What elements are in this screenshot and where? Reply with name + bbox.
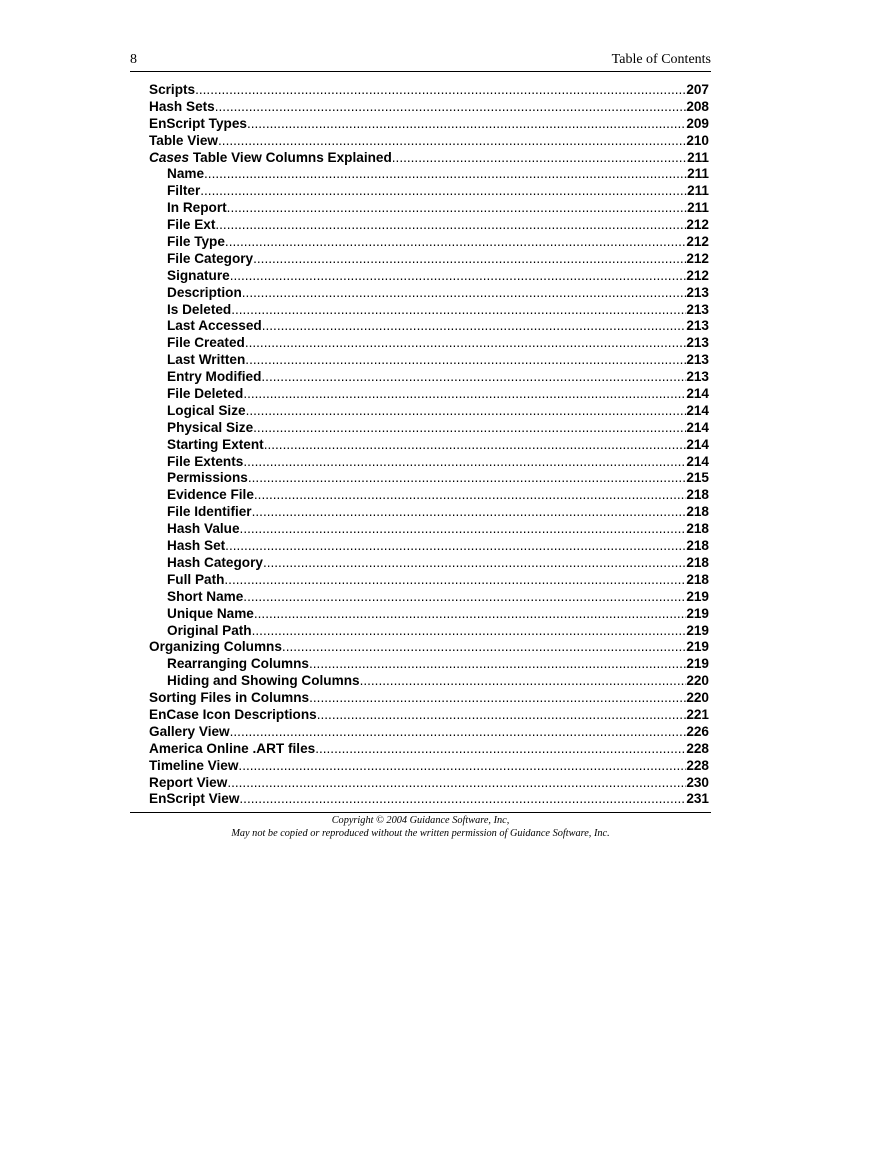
- toc-entry[interactable]: [149, 335, 709, 352]
- toc-entry[interactable]: [149, 487, 709, 504]
- dot-leader: [254, 606, 686, 623]
- dot-leader: [243, 386, 686, 403]
- toc-entry-page: 213: [686, 369, 709, 385]
- toc-entry[interactable]: [149, 437, 709, 454]
- toc-entry[interactable]: [149, 606, 709, 623]
- toc-entry[interactable]: [149, 673, 709, 690]
- toc-entry-page: 213: [686, 335, 709, 351]
- toc-entry[interactable]: [149, 251, 709, 268]
- toc-entry[interactable]: [149, 369, 709, 386]
- dot-leader: [204, 166, 687, 183]
- toc-entry[interactable]: [149, 775, 709, 792]
- dot-leader: [252, 623, 687, 640]
- toc-entry-label: Table View: [149, 132, 219, 148]
- toc-entry-label: America Online .ART files: [149, 740, 316, 756]
- toc-entry[interactable]: [149, 623, 709, 640]
- toc-entry[interactable]: [149, 572, 709, 589]
- toc-entry-label: In Report: [167, 200, 227, 216]
- toc-entry[interactable]: [149, 589, 709, 606]
- toc-entry-label: Organizing Columns: [149, 639, 282, 655]
- toc-entry-label: Name: [167, 166, 205, 182]
- toc-entry[interactable]: [149, 403, 709, 420]
- toc-entry[interactable]: [149, 741, 709, 758]
- toc-entry-label: Hash Category: [167, 554, 263, 570]
- toc-entry-page: 218: [686, 521, 709, 537]
- toc-entry[interactable]: [149, 504, 709, 521]
- dot-leader: [253, 251, 686, 268]
- dot-leader: [230, 724, 687, 741]
- dot-leader: [243, 589, 686, 606]
- dot-leader: [264, 437, 687, 454]
- toc-entry[interactable]: [149, 352, 709, 369]
- toc-entry[interactable]: [149, 133, 709, 150]
- dot-leader: [252, 504, 687, 521]
- toc-entry-label: Hash Set: [167, 538, 226, 554]
- toc-entry[interactable]: [149, 521, 709, 538]
- toc-entry[interactable]: [149, 200, 709, 217]
- dot-leader: [239, 791, 686, 808]
- dot-leader: [240, 521, 687, 538]
- page-footer: [130, 814, 711, 840]
- toc-entry[interactable]: [149, 318, 709, 335]
- toc-entry-page: 219: [686, 639, 709, 655]
- toc-entry[interactable]: [149, 386, 709, 403]
- toc-entry-label: Unique Name: [167, 605, 254, 621]
- toc-entry-page: 213: [686, 352, 709, 368]
- toc-entry[interactable]: [149, 234, 709, 251]
- section-title: Table of Contents: [611, 52, 711, 67]
- dot-leader: [247, 116, 686, 133]
- toc-entry-page: 218: [686, 571, 709, 587]
- toc-entry-label: Hiding and Showing Columns: [167, 673, 360, 689]
- toc-entry-label: Rearranging Columns: [167, 656, 309, 672]
- dot-leader: [309, 690, 686, 707]
- toc-entry-page: 210: [686, 132, 709, 148]
- table-of-contents: [149, 82, 709, 808]
- toc-entry-page: 214: [686, 419, 709, 435]
- toc-entry-label: File Deleted: [167, 386, 244, 402]
- dot-leader: [246, 403, 687, 420]
- toc-entry-page: 220: [686, 673, 709, 689]
- toc-entry-page: 228: [686, 740, 709, 756]
- toc-entry[interactable]: [149, 302, 709, 319]
- toc-entry-label: File Ext: [167, 217, 216, 233]
- page-header: [130, 52, 711, 72]
- toc-entry-label: EnCase Icon Descriptions: [149, 706, 317, 722]
- toc-entry-label: Sorting Files in Columns: [149, 690, 310, 706]
- toc-entry-page: 219: [686, 656, 709, 672]
- toc-entry-label: Starting Extent: [167, 436, 264, 452]
- dot-leader: [243, 454, 686, 471]
- toc-entry[interactable]: [149, 454, 709, 471]
- toc-entry-page: 207: [686, 82, 709, 97]
- dot-leader: [253, 420, 686, 437]
- toc-entry-label-text: Table View Columns Explained: [189, 149, 392, 165]
- toc-entry-page: 218: [686, 504, 709, 520]
- toc-entry-page: 230: [686, 774, 709, 790]
- toc-entry-label: Is Deleted: [167, 301, 232, 317]
- toc-entry-label: Logical Size: [167, 402, 246, 418]
- toc-entry-label: EnScript Types: [149, 115, 247, 131]
- toc-entry[interactable]: [149, 758, 709, 775]
- toc-entry-page: 218: [686, 538, 709, 554]
- dot-leader: [315, 741, 686, 758]
- toc-entry-page: 213: [686, 301, 709, 317]
- toc-entry-label: EnScript View: [149, 791, 240, 807]
- dot-leader: [215, 217, 686, 234]
- toc-entry-page: 221: [686, 706, 709, 722]
- toc-entry[interactable]: [149, 183, 709, 200]
- toc-entry-page: 209: [686, 115, 709, 131]
- toc-entry[interactable]: [149, 639, 709, 656]
- toc-entry-page: 228: [686, 757, 709, 773]
- toc-entry-label: File Category: [167, 250, 254, 266]
- footer-divider: [130, 812, 711, 813]
- dot-leader: [230, 268, 687, 285]
- toc-entry-label: Signature: [167, 267, 230, 283]
- dot-leader: [254, 487, 686, 504]
- toc-entry-page: 213: [686, 284, 709, 300]
- toc-entry[interactable]: [149, 285, 709, 302]
- toc-entry[interactable]: [149, 268, 709, 285]
- dot-leader: [245, 335, 687, 352]
- toc-entry-label: Hash Sets: [149, 98, 215, 114]
- toc-entry-page: 212: [686, 217, 709, 233]
- page-number: 8: [130, 52, 137, 67]
- dot-leader: [261, 369, 686, 386]
- dot-leader: [263, 555, 686, 572]
- toc-entry-page: 215: [686, 470, 709, 486]
- toc-entry[interactable]: [149, 791, 709, 808]
- toc-entry-label-italic: Cases: [149, 149, 190, 165]
- toc-entry-page: 214: [686, 386, 709, 402]
- dot-leader: [309, 656, 686, 673]
- toc-entry-page: 211: [687, 166, 709, 182]
- toc-entry-page: 212: [686, 234, 709, 250]
- toc-entry[interactable]: [149, 724, 709, 741]
- dot-leader: [245, 352, 686, 369]
- reproduction-notice: May not be copied or reproduced without the written permission of Guidance Software, Inc.: [231, 828, 610, 839]
- dot-leader: [227, 200, 687, 217]
- dot-leader: [225, 234, 686, 251]
- toc-entry-label: Short Name: [167, 588, 244, 604]
- toc-entry-label: Report View: [149, 774, 228, 790]
- toc-entry-page: 212: [686, 267, 709, 283]
- toc-entry[interactable]: [149, 82, 709, 99]
- dot-leader: [225, 538, 686, 555]
- toc-entry-label: Gallery View: [149, 723, 230, 739]
- toc-entry-label: File Identifier: [167, 504, 252, 520]
- toc-entry-page: 211: [687, 183, 709, 199]
- dot-leader: [242, 285, 687, 302]
- dot-leader: [282, 639, 686, 656]
- dot-leader: [215, 99, 687, 116]
- dot-leader: [248, 470, 686, 487]
- dot-leader: [227, 775, 686, 792]
- toc-entry-label: Filter: [167, 183, 201, 199]
- toc-entry-label: Permissions: [167, 470, 248, 486]
- toc-entry[interactable]: [149, 217, 709, 234]
- toc-entry-page: 212: [686, 250, 709, 266]
- toc-entry[interactable]: [149, 99, 709, 116]
- toc-entry[interactable]: [149, 555, 709, 572]
- toc-entry-page: 218: [686, 554, 709, 570]
- toc-entry-label: Description: [167, 284, 242, 300]
- dot-leader: [231, 302, 686, 319]
- toc-entry-label: Scripts: [149, 82, 196, 97]
- toc-entry[interactable]: [149, 707, 709, 724]
- toc-entry-page: 214: [686, 436, 709, 452]
- toc-entry-label: Full Path: [167, 571, 225, 587]
- toc-entry[interactable]: [149, 538, 709, 555]
- toc-entry[interactable]: [149, 116, 709, 133]
- dot-leader: [238, 758, 686, 775]
- toc-entry-page: 226: [686, 723, 709, 739]
- toc-entry-label: Evidence File: [167, 487, 254, 503]
- toc-entry-label: Entry Modified: [167, 369, 262, 385]
- toc-entry[interactable]: [149, 150, 709, 167]
- toc-entry-page: 219: [686, 622, 709, 638]
- toc-entry-label: Hash Value: [167, 521, 240, 537]
- toc-entry-label: File Type: [167, 234, 225, 250]
- toc-entry-page: 214: [686, 402, 709, 418]
- toc-entry-page: 219: [686, 588, 709, 604]
- toc-entry-page: 214: [686, 453, 709, 469]
- toc-entry-page: 213: [686, 318, 709, 334]
- toc-entry-label: Original Path: [167, 622, 252, 638]
- toc-entry-label: Physical Size: [167, 419, 254, 435]
- toc-entry-label: Last Accessed: [167, 318, 262, 334]
- toc-entry-label: File Created: [167, 335, 245, 351]
- dot-leader: [200, 183, 687, 200]
- toc-entry-page: 211: [687, 149, 709, 165]
- dot-leader: [262, 318, 687, 335]
- toc-entry-label: [149, 150, 392, 167]
- dot-leader: [218, 133, 686, 150]
- toc-entry[interactable]: [149, 166, 709, 183]
- toc-entry[interactable]: [149, 420, 709, 437]
- toc-entry-label: Last Written: [167, 352, 246, 368]
- toc-entry-page: 231: [686, 791, 709, 807]
- dot-leader: [195, 82, 686, 99]
- toc-entry-page: 218: [686, 487, 709, 503]
- toc-entry[interactable]: [149, 470, 709, 487]
- toc-entry-page: 219: [686, 605, 709, 621]
- dot-leader: [392, 150, 687, 167]
- toc-entry-label: File Extents: [167, 453, 244, 469]
- toc-entry-page: 220: [686, 690, 709, 706]
- toc-entry[interactable]: [149, 690, 709, 707]
- toc-entry[interactable]: [149, 656, 709, 673]
- dot-leader: [317, 707, 687, 724]
- dot-leader: [360, 673, 687, 690]
- copyright-line: Copyright © 2004 Guidance Software, Inc,: [331, 815, 510, 826]
- toc-entry-page: 208: [686, 98, 709, 114]
- toc-entry-label: Timeline View: [149, 757, 239, 773]
- toc-entry-page: 211: [687, 200, 709, 216]
- dot-leader: [224, 572, 686, 589]
